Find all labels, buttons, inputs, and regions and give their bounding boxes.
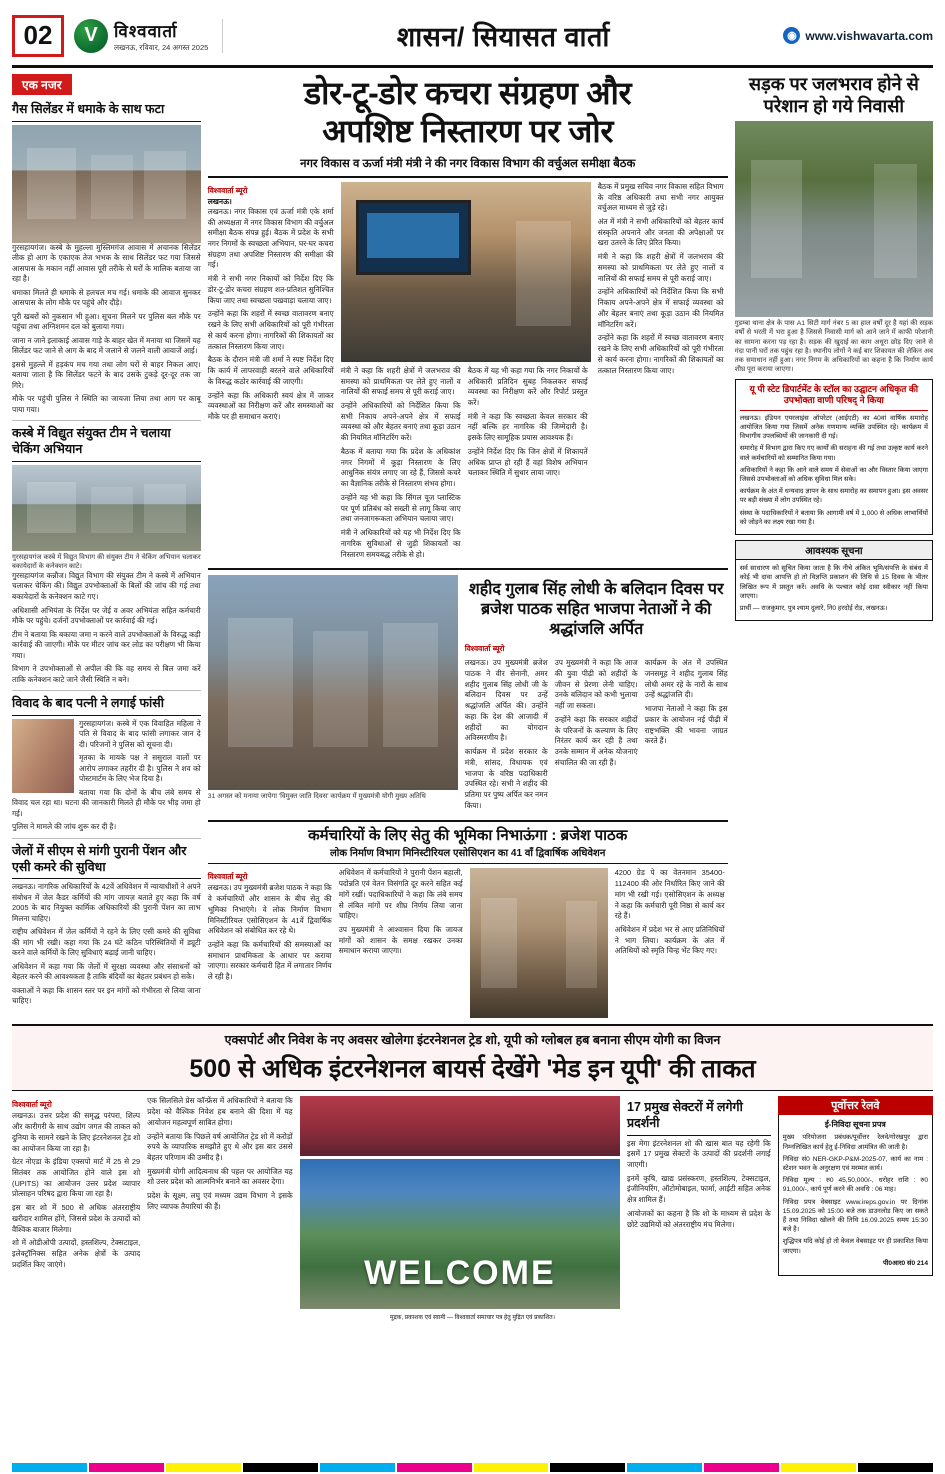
byline: विश्ववार्ता ब्यूरो [207, 872, 248, 882]
color-calibration-bar [12, 1463, 933, 1472]
woman-portrait-photo [12, 719, 74, 793]
story-body: अधिवेशन में कर्मचारियों ने पुरानी पेंशन बहाली, पदोन्नति एवं वेतन विसंगति दूर करने सहित कई मांगें रखीं। पदाधिकारियों ने कहा कि लंबे समय से लंबित मांगों पर शीघ्र निर्णय लिया जाना चाहिए। उप मुख्यमंत्री ने आश्वासन दिया कि जायज मांगों को शासन के समक्ष रखकर उनका समाधान कराया जाएगा। [338, 868, 463, 956]
story-body: लखनऊ। उत्तर प्रदेश की समृद्ध परंपरा, शिल्प और कारीगरी के साथ उद्योग जगत की ताकत को दुनिया के सामने रखने के लिए इंटरनेशनल ट्रेड शो का आयोजन किया जा रहा है। ग्रेटर नोएडा के इंडिया एक्सपो मार्ट में 25 से 29 सितंबर तक आयोजित होने वाले इस शो (UPITS) का आयोजन उत्तर प्रदेश व्यापार प्रोत्साहन परिषद द्वारा किया जा रहा है। इस बार शो में 500 से अधिक अंतरराष्ट्रीय खरीदार शामिल होंगे, जिससे प्रदेश के उत्पादों को वैश्विक बाजार मिलेगा। शो में ओडीओपी उत्पादों, हस्तशिल्प, टेक्सटाइल, इलेक्ट्रॉनिक्स सहित अनेक क्षेत्रों के उत्पाद प्रदर्शित किए जाएंगे। [12, 1111, 141, 1269]
lead-subheadline: नगर विकास व ऊर्जा मंत्री मंत्री ने की नगर विकास विभाग की वर्चुअल समीक्षा बैठक [208, 156, 728, 178]
story-deck: लोक निर्माण विभाग मिनिस्टीरियल एसोसिएशन का 41 वाँ द्विवार्षिक अधिवेशन [208, 845, 728, 864]
bottom-banner [12, 1024, 933, 1091]
story-tribute [208, 575, 728, 814]
brief-item [12, 102, 201, 415]
photo-caption: गुडम्बा थाना क्षेत्र के पास A1 सिटी मार्ग नंबर 5 का हाल वर्षों दूर है यहां की सड़क वर्षों से भरती में भरा हुआ है जिससे निवासी मार्ग को आने जाने में काफी परेशानी का सामना करना पड़ रहा है। सड़क की खुदाई का काम अधूरा छोड़ दिए जाने से गंदा पानी घरों तक पहुंच रहा है। स्थानीय लोगों ने कई बार शिकायत की लेकिन अब तक समाधान नहीं हुआ। नगर निगम के अधिकारियों का कहना है कि निर्माण कार्य शीघ्र पूरा कराया जाएगा। [734, 320, 933, 374]
byline: विश्ववार्ता ब्यूरो [12, 1100, 52, 1110]
photo-caption: गुरसहायगंज कस्बे में विद्युत विभाग की संयुक्त टीम ने चेकिंग अभियान चलाकर बकायेदारों के कनेक्शन काटे। [12, 553, 201, 570]
story-body: बैठक में यह भी कहा गया कि नगर निकायों के अधिकारी प्रतिदिन सुबह निकलकर सफाई व्यवस्था का निरीक्षण करें और रिपोर्ट प्रस्तुत करें। मंत्री ने कहा कि स्वच्छता केवल सरकार की नहीं बल्कि हर नागरिक की जिम्मेदारी है। इसके लिए सामूहिक प्रयास आवश्यक हैं। उन्होंने निर्देश दिए कि जिन क्षेत्रों में शिकायतें अधिक प्राप्त हो रही हैं वहां विशेष अभियान चलाकर स्थिति में सुधार लाया जाए। [467, 365, 588, 478]
publication-dateline: लखनऊ, रविवार, 24 अगस्त 2025 [114, 42, 209, 52]
advertisement-box [735, 379, 933, 535]
association-convention-photo [470, 868, 608, 1018]
story-body: लखनऊ। उप मुख्यमंत्री ब्रजेश पाठक ने वीर सेनानी, अमर शहीद गुलाब सिंह लोधी जी के बलिदान दिवस पर उन्हें श्रद्धांजलि अर्पित की। उन्होंने कहा कि देश की आजादी में शहीदों का योगदान अविस्मरणीय है। कार्यक्रम में प्रदेश सरकार के मंत्री, सांसद, विधायक एवं भाजपा के वरिष्ठ पदाधिकारी उपस्थित रहे। सभी ने शहीद की प्रतिमा पर पुष्प अर्पित कर नमन किया। [464, 658, 548, 810]
stage-event-photo [300, 1096, 620, 1156]
publication-name: विश्ववार्ता [114, 21, 178, 41]
tribute-group-photo [208, 575, 458, 790]
brief-body: गुरसहायगंज। कस्बे में एक विवाहित महिला ने पति से विवाद के बाद फांसी लगाकर जान दे दी। परिजनों ने पुलिस को सूचना दी। मृतका के मायके पक्ष ने ससुराल वालों पर आरोप लगाकर तहरीर दी है। पुलिस ने शव को पोस्टमार्टम के लिए भेज दिया है। बताया गया कि दोनों के बीच लंबे समय से विवाद चल रहा था। घटना की जानकारी मिलते ही मौके पर भीड़ जमा हो गई। पुलिस ने मामले की जांच शुरू कर दी है। [12, 718, 201, 832]
notice-body: सर्व साधारण को सूचित किया जाता है कि नीचे अंकित भूमि/संपत्ति के संबंध में कोई भी दावा आपत्ति हो तो विज्ञप्ति प्रकाशन की तिथि से 15 दिवस के भीतर लिखित रूप में प्रस्तुत करें। अवधि के पश्चात कोई दावा स्वीकार नहीं किया जाएगा। प्रार्थी — राजकुमार, पुत्र श्याम दुलारे, नि0 हरदोई रोड, लखनऊ। [735, 560, 933, 621]
right-column [735, 74, 933, 1018]
brief-body: गुरसहायगंज कन्नौज। विद्युत विभाग की संयुक्त टीम ने कस्बे में अभियान चलाकर चेकिंग की। विद्युत उपभोक्ताओं के बिलों की जांच की गई तथा बकायेदारों के कनेक्शन काटे गए। अधिशासी अभियंता के निर्देश पर जेई व अवर अभियंता सहित कर्मचारी मौके पर पहुंचे। दर्जनों उपभोक्ताओं पर कार्रवाई की गई। टीम ने बताया कि बकाया जमा न करने वाले उपभोक्ताओं के विरुद्ध कड़ी कार्रवाई की जाएगी। मौके पर मीटर जांच कर लोड का परीक्षण भी किया गया। विभाग ने उपभोक्ताओं से अपील की कि वह समय से बिल जमा करें ताकि कनेक्शन काटे जाने जैसी स्थिति न बने। [12, 570, 201, 684]
story-headline: कर्मचारियों के लिए सेतु की भूमिका निभाऊंगा : ब्रजेश पाठक [308, 826, 628, 844]
story-body: कार्यक्रम के अंत में उपस्थित जनसमूह ने शहीद गुलाब सिंह लोधी अमर रहे के नारों के साथ उन्हें श्रद्धांजलि दी। भाजपा नेताओं ने कहा कि इस प्रकार के आयोजन नई पीढ़ी में राष्ट्रभक्ति की भावना जाग्रत करते हैं। [644, 658, 728, 746]
banner-headline: 500 से अधिक इंटरनेशनल बायर्स देखेंगे 'मेड इन यूपी' की ताकत [189, 1055, 756, 1084]
brief-title: जेलों में सीएम से मांगी पुरानी पेंशन और एसी कमरे की सुविधा [12, 844, 201, 879]
vishwavarta-logo-icon: V [74, 19, 108, 53]
globe-icon: ◉ [783, 27, 800, 44]
story-association [208, 827, 728, 1019]
story-headline: शहीद गुलाब सिंह लोधी के बलिदान दिवस पर ब्रजेश पाठक सहित भाजपा नेताओं ने की श्रद्धांजलि अर्पित [468, 581, 724, 639]
lead-story-columns [208, 182, 728, 563]
website-link[interactable] [783, 27, 933, 44]
railway-ad-subhead: ई-निविदा सूचना प्रपत्र [824, 1120, 886, 1130]
story-body: 4200 ग्रेड पे का वेतनमान 35400-112400 की ओर निर्धारित किए जाने की मांग भी रखी गई। एसोसिएशन के अध्यक्ष ने कहा कि कर्मचारी पूरी निष्ठा से कार्य कर रहे हैं। अधिवेशन में प्रदेश भर से आए प्रतिनिधियों ने भाग लिया। कार्यक्रम के अंत में अतिथियों को स्मृति चिन्ह भेंट किए गए। [614, 868, 725, 956]
brief-item [12, 426, 201, 685]
ad-body: लखनऊ। इंडियन एयरलाइंस ऑपरेटर (आईएटी) का 40वां वार्षिक समारोह आयोजित किया गया जिसमें अनेक गणमान्य व्यक्ति उपस्थित रहे। कार्यक्रम में विभागीय उपलब्धियों की जानकारी दी गई। समारोह में विभाग द्वारा किए गए कार्यों की सराहना की गई तथा उत्कृष्ट कार्य करने वाले कर्मचारियों को सम्मानित किया गया। अधिकारियों ने कहा कि आने वाले समय में सेवाओं का और विस्तार किया जाएगा जिससे उपभोक्ताओं को अधिक सुविधा मिल सके। कार्यक्रम के अंत में धन्यवाद ज्ञापन के साथ समारोह का समापन हुआ। इस अवसर पर बड़ी संख्या में लोग उपस्थित रहे। संस्था के पदाधिकारियों ने बताया कि आगामी वर्ष में 1,000 से अधिक लाभार्थियों को जोड़ने का लक्ष्य रखा गया है। [739, 414, 928, 526]
lead-headline-line2: अपशिष्ट निस्तारण पर जोर [322, 113, 614, 150]
byline: विश्ववार्ता ब्यूरो [464, 644, 505, 654]
subsection-headline: 17 प्रमुख सेक्टरों में लगेगी प्रदर्शनी [627, 1100, 771, 1135]
left-column [12, 74, 201, 1018]
page-body [12, 74, 933, 1018]
welcome-sign-text: WELCOME [364, 1254, 556, 1293]
story-body: लखनऊ। उप मुख्यमंत्री ब्रजेश पाठक ने कहा कि वे कर्मचारियों और शासन के बीच सेतु की भूमिका निभाएंगे। वे लोक निर्माण विभाग मिनिस्टीरियल एसोसिएशन के 41वें द्विवार्षिक अधिवेशन को संबोधित कर रहे थे। उन्होंने कहा कि कर्मचारियों की समस्याओं का समाधान प्राथमिकता के आधार पर कराया जाएगा। सरकार कर्मचारी हित में लगातार निर्णय ले रही है। [207, 883, 332, 982]
virtual-review-meeting-photo [341, 182, 591, 362]
bottom-section [12, 1096, 933, 1309]
ad-title: यू पी स्टेट डिपार्टमेंट के स्टॉल का उद्घाटन अधिकृत की उपभोक्ता वाणी परिषद् ने किया [740, 384, 928, 411]
lead-headline-line1: डोर-टू-डोर कचरा संग्रहण और [304, 75, 632, 111]
trade-show-welcome-photo [300, 1159, 620, 1309]
brief-item [12, 696, 201, 833]
story-body: बैठक में प्रमुख सचिव नगर विकास सहित विभाग के वरिष्ठ अधिकारी तथा सभी नगर आयुक्त वर्चुअल माध्यम से जुड़े रहे। अंत में मंत्री ने सभी अधिकारियों को बेहतर कार्य संस्कृति अपनाने और जनता की अपेक्षाओं पर खरा उतरने के लिए प्रेरित किया। मंत्री ने कहा कि शहरी क्षेत्रों में जलभराव की समस्या को प्राथमिकता पर लेते हुए नालों व नालियों की सफाई समय से पूरी कराई जाए। उन्होंने अधिकारियों को निर्देशित किया कि सभी निकाय अपने-अपने क्षेत्र में सफाई व्यवस्था को और बेहतर बनाएं तथा कूड़ा उठान की नियमित मॉनिटरिंग करें। उन्होंने कहा कि शहरों में स्वच्छ वातावरण बनाए रखने के लिए सभी अधिकारियों को पूरी गंभीरता से कार्य करना होगा। नागरिकों की शिकायतों का तत्काल निस्तारण किया जाए। [597, 181, 724, 375]
ek-nazar-header: एक नजर [12, 74, 72, 95]
website-url: www.vishwavarta.com [805, 28, 933, 43]
story-body: लखनऊ। नगर विकास एवं ऊर्जा मंत्री एके शर्मा की अध्यक्षता में नगर विकास विभाग की वर्चुअल समीक्षा बैठक संपन्न हुई। बैठक में प्रदेश के सभी नगर निगमों के स्वच्छता अभियान, घर-घर कचरा संग्रहण तथा अपशिष्ट निस्तारण की समीक्षा की गई। मंत्री ने सभी नगर निकायों को निर्देश दिए कि डोर-टू-डोर कचरा संग्रहण शत-प्रतिशत सुनिश्चित किया जाए तथा स्वच्छता पखवाड़ा चलाया जाए। उन्होंने कहा कि शहरों में स्वच्छ वातावरण बनाए रखने के लिए सभी अधिकारियों को पूरी गंभीरता से कार्य करना होगा। नागरिकों की शिकायतों का तत्काल निस्तारण किया जाए। बैठक के दौरान मंत्री जी शर्मा ने स्पष्ट निर्देश दिए कि कार्य में लापरवाही बरतने वाले अधिकारियों के विरुद्ध कठोर कार्रवाई की जाएगी। उन्होंने कहा कि अधिकारी स्वयं क्षेत्र में जाकर व्यवस्थाओं का निरीक्षण करें और समस्याओं का मौके पर ही समाधान कराएं। [207, 206, 334, 421]
main-column [208, 74, 728, 1018]
brief-item [12, 844, 201, 1007]
story-body: उप मुख्यमंत्री ने कहा कि आज की युवा पीढ़ी को शहीदों के जीवन से प्रेरणा लेनी चाहिए। उनके बलिदान को कभी भुलाया नहीं जा सकता। उन्होंने कहा कि सरकार शहीदों के परिजनों के कल्याण के लिए निरंतर कार्य कर रही है तथा उनके सम्मान में अनेक योजनाएं संचालित की जा रही हैं। [554, 658, 638, 767]
street-photo [12, 125, 201, 243]
right-headline: सड़क पर जलभराव होने से परेशान हो गये निवासी [748, 74, 919, 116]
page-number: 02 [12, 15, 64, 57]
story-body: एक सिलसिले प्रेस कॉन्फ्रेंस में अधिकारियों ने बताया कि प्रदेश को वैश्विक निवेश हब बनाने की दिशा में यह आयोजन महत्वपूर्ण साबित होगा। उन्होंने बताया कि पिछले वर्ष आयोजित ट्रेड शो में करोड़ों रुपये के व्यापारिक समझौते हुए थे और इस बार उससे बेहतर परिणाम की उम्मीद है। मुख्यमंत्री योगी आदित्यनाथ की पहल पर आयोजित यह शो उत्तर प्रदेश को आत्मनिर्भर बनाने का अवसर देगा। प्रदेश के सूक्ष्म, लघु एवं मध्यम उद्यम विभाग ने इसके लिए व्यापक तैयारियां की हैं। [147, 1096, 293, 1211]
footer-imprint: मुद्रक, प्रकाशक एवं स्वामी — विश्ववार्ता समाचार पत्र हेतु मुद्रित एवं प्रकाशित। [390, 1315, 555, 1322]
masthead [12, 10, 933, 68]
railway-ad-header: पूर्वोत्तर रेलवे [778, 1096, 933, 1115]
publication-logo [74, 19, 223, 53]
story-body: इस मेगा इंटरनेशनल शो की खास बात यह रहेगी कि इसमें 17 प्रमुख सेक्टरों के उत्पादों की प्रदर्शनी लगाई जाएगी। इनमें कृषि, खाद्य प्रसंस्करण, हस्तशिल्प, टेक्सटाइल, इंजीनियरिंग, ऑटोमोबाइल, फार्मा, आईटी सहित अनेक क्षेत्र शामिल हैं। आयोजकों का कहना है कि शो के माध्यम से प्रदेश के छोटे उद्यमियों को अंतरराष्ट्रीय मंच मिलेगा। [627, 1138, 771, 1229]
railway-ad-body: मुख्य परियोजना प्रबंधक/पूर्वोत्तर रेलवे/गोरखपुर द्वारा निम्नलिखित कार्य हेतु ई-निविदा आमंत्रित की जाती है। निविदा सं0 NER-GKP-P&M-2025-07, कार्य का नाम : स्टेशन भवन के अनुरक्षण एवं मरम्मत कार्य। निविदा मूल्य : रु0 45,50,000/-, धरोहर राशि : रु0 91,000/-, कार्य पूर्ण करने की अवधि : 06 माह। निविदा प्रपत्र वेबसाइट www.ireps.gov.in पर दिनांक 15.09.2025 को 15:00 बजे तक डाउनलोड किए जा सकते हैं तथा निविदा खोलने की तिथि 16.09.2025 समय 15:30 बजे है। शुद्धिपत्र यदि कोई हो तो केवल वेबसाइट पर ही प्रकाशित किया जाएगा। पी0आर0 सं0 214 [782, 1134, 928, 1267]
story-body: मंत्री ने कहा कि शहरी क्षेत्रों में जलभराव की समस्या को प्राथमिकता पर लेते हुए नालों व नालियों की सफाई समय से पूरी कराई जाए। उन्होंने अधिकारियों को निर्देशित किया कि सभी निकाय अपने-अपने क्षेत्र में सफाई व्यवस्था को और बेहतर बनाएं तथा कूड़ा उठान की नियमित मॉनिटरिंग करें। बैठक में बताया गया कि प्रदेश के अधिकांश नगर निगमों में कूड़ा निस्तारण के लिए आधुनिक संयंत्र लगाए जा रहे हैं, जिससे कचरे का वैज्ञानिक तरीके से निस्तारण संभव होगा। उन्होंने यह भी कहा कि सिंगल यूज प्लास्टिक पर पूर्ण प्रतिबंध को सख्ती से लागू किया जाए तथा जनजागरूकता अभियान चलाया जाए। मंत्री ने अधिकारियों को यह भी निर्देश दिए कि नागरिक सुविधाओं से जुड़ी शिकायतों का निस्तारण समयबद्ध तरीके से हो। [340, 365, 461, 559]
section-title: शासन/ सियासत वार्ता [396, 22, 610, 52]
brief-body: गुरसहायगंज। कस्बे के मुहल्ला मुस्लिमगंज आवास में अचानक सिलेंडर लीक हो आग के एकाएक तेज भभक के साथ सिलेंडर फट गया जिससे आसपास के मकान नहीं आवास पूरी तरीके से घरों के मालिक बताया जा रहा है। धमाका मिलते ही धमाके से हलचल मच गई। धमाके की आवाज सुनकर आसपास के लोग मौके पर पहुंचे और दौड़े। पूरी खबरों को नुकसान भी हुआ। सूचना मिलने पर पुलिस बल मौके पर पहुंचा तथा अग्निशमन दल को बुलाया गया। जाना न जाने इलाकाई आवास गाड़े के बाहर खेत में मनाया था जिसमें यह सिलेंडर फट जाने से आग के बाद में जलाने से जलने वाली आवाजें आई। इससे मुहल्ले में हड़कंप मच गया तथा लोग घरों से बाहर निकल आए। बताया जाता है कि सिलेंडर फटने के बाद उसके टुकड़े दूर-दूर तक जा गिरे। मौके पर पहुंची पुलिस ने स्थिति का जायजा लिया तथा आग पर काबू पाया गया। [12, 242, 201, 414]
public-notice [735, 540, 933, 621]
notice-header: आवश्यक सूचना [735, 540, 933, 560]
brief-title: गैस सिलेंडर में धमाके के साथ फटा [12, 102, 201, 122]
team-checking-photo [12, 465, 201, 551]
byline: विश्ववार्ता ब्यूरो [207, 185, 248, 195]
waterlogged-road-photo [735, 121, 933, 317]
photo-caption: 31 अगस्त को मनाया जायेगा 'विमुक्त जाति दिवस' कार्यक्रम में मुख्यमंत्री योगी मुख्य अतिथि [207, 793, 426, 801]
brief-title: कस्बे में विद्युत संयुक्त टीम ने चलाया चेकिंग अभियान [12, 426, 201, 461]
banner-kicker: एक्सपोर्ट और निवेश के नए अवसर खोलेगा इंटरनेशनल ट्रेड शो, यूपी को ग्लोबल हब बनाना सीएम योगी का विजन [224, 1033, 721, 1048]
place-line: लखनऊ। [207, 196, 232, 206]
brief-title: विवाद के बाद पत्नी ने लगाई फांसी [12, 696, 201, 716]
brief-body: लखनऊ। नागरिक अधिकारियों के 42वें अधिवेशन में न्यायाधीशों ने अपने संबोधन में जेल कैडर कर्मियों की मांग जायज़ बताते हुए कहा कि वर्ष 2005 के बाद नियुक्त कार्मिक अधिकारियों की पुरानी पेंशन का लाभ मिलना चाहिए। राष्ट्रीय अधिवेशन में जेल कर्मियों ने रहने के लिए एसी कमरे की सुविधा की मांग भी रखी। कहा गया कि 24 घंटे कठिन परिस्थितियों में ड्यूटी करने वाले कर्मियों के लिए सुविधाएं बढ़ाई जानी चाहिए। अधिवेशन में कहा गया कि जेलों में सुरक्षा व्यवस्था और संसाधनों को बेहतर करने की आवश्यकता है ताकि बंदियों का बेहतर प्रबंधन हो सके। वक्ताओं ने कहा कि शासन स्तर पर इन मांगों को गंभीरता से लिया जाना चाहिए। [12, 882, 201, 1006]
